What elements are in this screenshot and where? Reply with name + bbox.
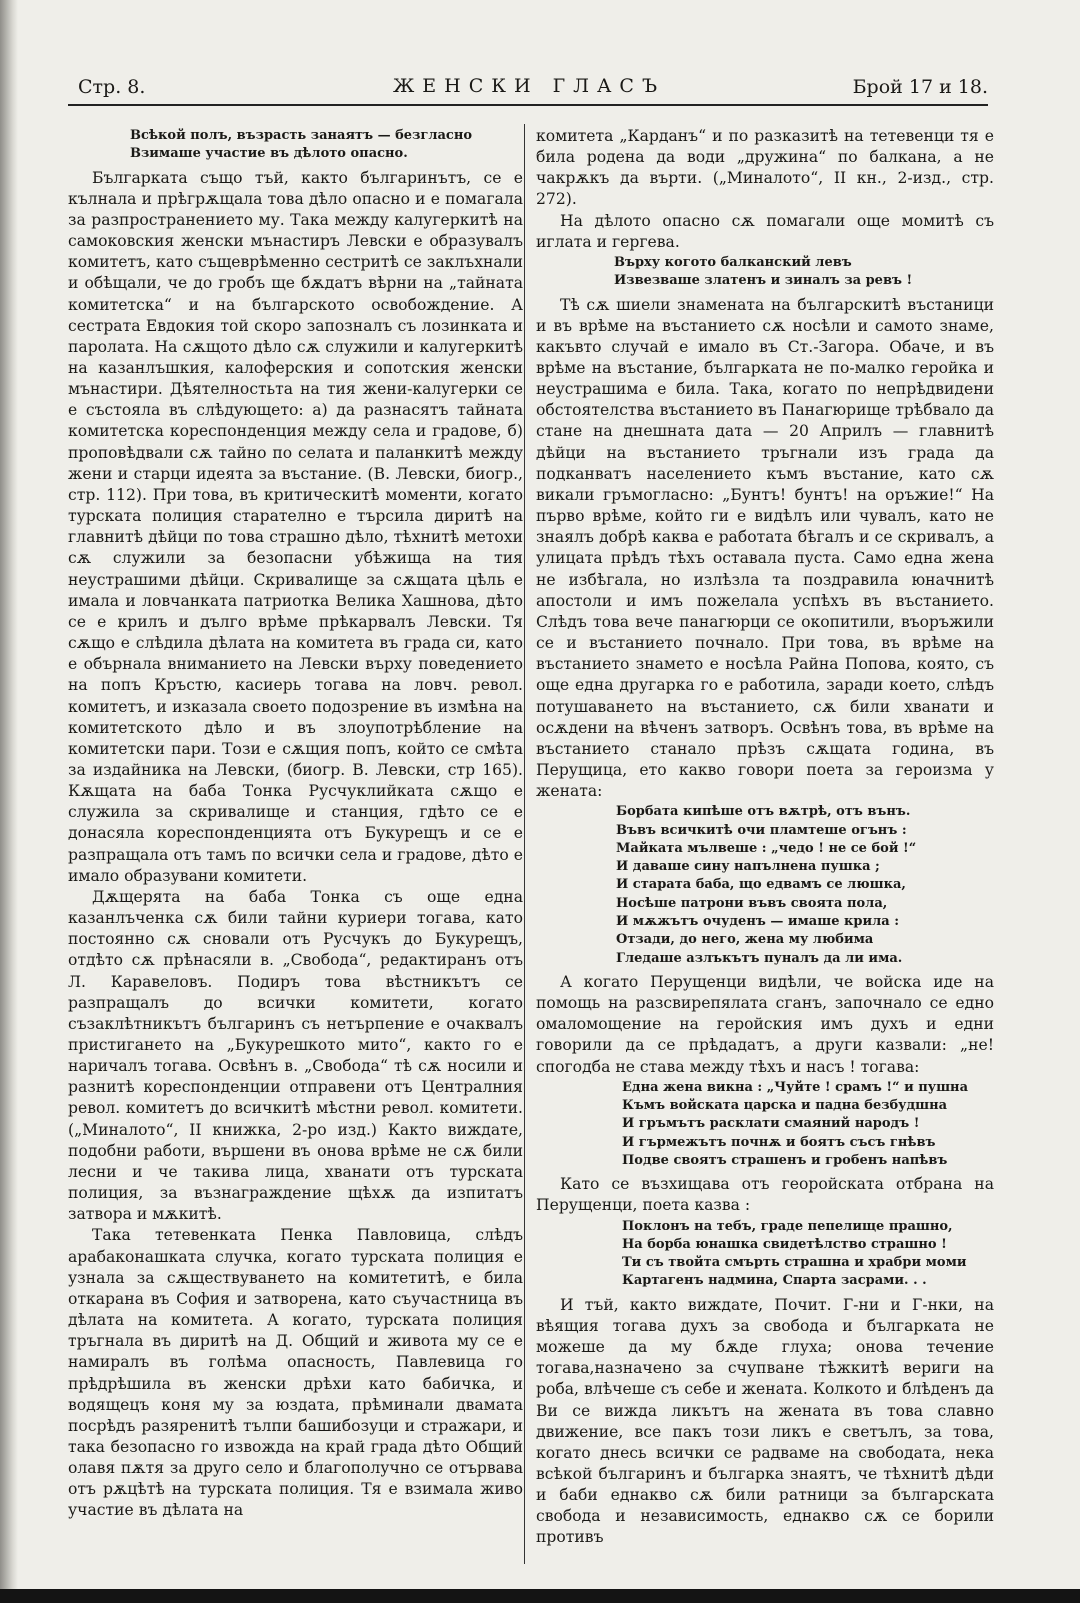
verse-line: Въвъ всичкитѣ очи пламтеше огънъ : (616, 822, 907, 838)
verse-line: Една жена викна : „Чуйте ! срамъ !“ и пушна (622, 1079, 968, 1095)
verse-line: Ти съ твойта смърть страшна и храбри моми (622, 1255, 967, 1271)
verse-line: Борбата кипѣше отъ вѫтрѣ, отъ вънъ. (616, 804, 911, 820)
verse-line: Всѣкой полъ, възрасть занаятъ — безгласно (130, 128, 473, 143)
verse-line: И гърмежътъ почнѫ и боятъ съсъ гнѣвъ (622, 1134, 936, 1150)
verse-line: Картагенъ надмина, Спарта засрами. . . (622, 1273, 927, 1289)
verse-quote-4 (536, 1079, 994, 1170)
verse-line: Взимаше участие въ дѣлото опасно. (130, 146, 408, 162)
page-header (70, 70, 988, 104)
page-edge-shadow (0, 0, 18, 1603)
verse-line: И даваше сину напълнена пушка ; (616, 859, 880, 875)
verse-line: На борба юнашка свидетѣлство страшно ! (622, 1236, 947, 1252)
verse-line: Поклонъ на тебъ, граде пепелище прашно, (622, 1218, 953, 1234)
header-rule (68, 104, 988, 106)
verse-quote-2 (536, 254, 994, 291)
left-column (68, 126, 523, 1522)
verse-line: Върху когото балканский левъ (614, 254, 852, 270)
paragraph: А когато Перущенци видѣли, че войска иде на помощь на разсвирепялата сганъ, започнало се едно омаломощение на геройския имъ духъ и едни говорили да се прѣдадатъ, а други казвали: „не! спогодба не става между тѣхъ и насъ ! тогава: (536, 972, 994, 1076)
verse-quote-5 (536, 1218, 994, 1291)
issue-number: Брой 17 и 18. (852, 76, 988, 98)
column-divider (524, 124, 525, 1564)
verse-line: Носѣше патрони въвъ своята пола, (616, 895, 888, 911)
paragraph: Българката също тъй, както българинътъ, се е кълнала и прѣгрѫщала това дѣло опасно и е помагала за разпространението му. Така между калугеркитѣ на самоковския женски мънастиръ Левски е образувалъ комитетъ, като същеврѣменно сестритѣ се заклъхнали и обѣщали, че до гробъ ще бѫдатъ вѣрни на „тайната комитетска“ и на българското освобождение. А сестрата Евдокия той скоро запозналъ съ лозинката и паролата. На сѫщото дѣло сѫ служили и калугеркитѣ на казанлъшкия, калоферския и сопотския женски мънастири. Дѣятелностьта на тия жени-калугерки се е състояла въ слѣдующето: а) да разнасятъ тайната комитетска кореспонденция между села и градове, б) проповѣдвали сѫ тайно по селата и паланкитѣ между жени и старци идеята за въстание. (В. Левски, биогр., стр. 112). При това, въ критическитѣ моменти, когато турската полиция старателно е търсила диритѣ на главнитѣ дѣйци по това страшно дѣло, тѣхнитѣ метохи сѫ служили за безопасни убѣжища на тия неустрашими дѣйци. Скривалище за сѫщата цѣль е имала и ловчанката патриотка Велика Хашнова, дѣто се е крилъ и дълго врѣме прѣкарвалъ Левски. Тя сѫщо е слѣдила дѣлата на комитета въ града си, като е обърнала вниманието на Левски върху поведението на попъ Кръстю, касиерь тогава на ловч. револ. комитетъ, и изказала своето подозрение въ измѣна на комитетското дѣло и въ злоупотрѣбление на комитетски пари. Този е сѫщия попъ, който се смѣта за издайника на Левски, (биогр. В. Левски, стр 165). Кѫщата на баба Тонка Русчуклийката сѫщо е служила за скривалище и станция, гдѣто се е донасяла кореспонденцията отъ Букурещъ и се е разпращала отъ тамъ по всички села и градове, дѣто е имало образувани комитети. (68, 168, 523, 885)
verse-line: И старата баба, що едвамъ се люшка, (616, 877, 906, 893)
paragraph: Като се възхищава отъ георойската отбрана на Перущенци, поета казва : (536, 1175, 994, 1215)
paragraph: Тѣ сѫ шиели знамената на българскитѣ въстаници и въ врѣме на въстанието сѫ носѣли и самото знаме, какъвто случай е имало въ Ст.-Загора. Обаче, и въ врѣме на въстание, българката не по-малко геройка и неустрашима е била. Така, когато по непрѣдвидени обстоятелства въстанието въ Панагюрище трѣбвало да стане на днешната дата — 20 Априлъ — главнитѣ дѣйци на въстанието тръгнали изъ града да подканватъ населението къмъ въстание, като сѫ викали гръмогласно: „Бунтъ! бунтъ! на оръжие!“ На първо врѣме, който ги е видѣлъ или чувалъ, като не знаялъ добрѣ каква е работата бѣгалъ и се скривалъ, а улицата прѣдъ тѣхъ оставала пуста. Само една жена не избѣгала, но излѣзла та поздравила юначнитѣ апостоли и имъ пожелала успѣхъ въ въстанието. Слѣдъ това вече панагюрци се окопитили, въоръжили се и въстанието почнало. При това, въ врѣме на въстанието знамето е носѣла Райна Попова, която, съ още една другарка го е работила, заради което, слѣдъ потушаването на въстанието, сѫ били хванати и осѫдени на вѣченъ затворъ. Освѣнъ това, въ врѣме на въстанието станало прѣзъ сѫщата година, въ Перущица, ето какво говори поета за героизма у жената: (536, 295, 994, 801)
verse-quote-1 (68, 127, 523, 164)
paragraph: На дѣлото опасно сѫ помагали още момитѣ съ иглата и гергева. (536, 211, 994, 251)
verse-line: Подве своятъ страшенъ и гробенъ напѣвъ (622, 1152, 948, 1168)
page-bottom-edge (0, 1589, 1080, 1603)
verse-quote-3 (536, 803, 994, 968)
right-column (536, 126, 994, 1549)
page-number: Стр. 8. (78, 76, 146, 98)
verse-line: Къмъ войската царска и падна безбудшна (622, 1098, 948, 1114)
verse-line: И гръмътъ расклати смаяний народъ ! (622, 1116, 920, 1132)
paragraph: Така тетевенката Пенка Павловица, слѣдъ арабаконашката случка, когато турската полиция е узнала за сѫществуването на комитетитѣ, е била откарана въ София и затворена, като съучастница въ дѣлата на комитета. А когато, турската полиция тръгнала въ диритѣ на Д. Общий и живота му се е намиралъ въ голѣма опасность, Павлевица го прѣдрѣшила въ женски дрѣхи като бабичка, и водящецъ коня му за юздата, прѣминали двамата посрѣдъ разяренитѣ тълпи башибозуци и стражари, и така безопасно го извожда на край града дѣто Общий олавя пѫтя за друго село и благополучно се отървава отъ рѫцѣтѣ на турската полиция. Тя е взимала живо участие въ дѣлата на (68, 1226, 523, 1520)
paragraph: комитета „Карданъ“ и по разказитѣ на тетевенци тя е била родена да води „дружина“ по балкана, а не чакрѫкъ да върти. („Миналото“, II кн., 2-изд., стр. 272). (536, 127, 994, 209)
verse-line: Майката мълвеше : „чедо ! не се бой !“ (616, 840, 917, 856)
verse-line: Гледаше азлъкътъ пуналъ да ли има. (616, 950, 903, 966)
paragraph: Дѫщерята на баба Тонка съ още една казанлъченка сѫ били тайни куриери тогава, като постоянно сѫ сновали отъ Русчукъ до Букурещъ, отдѣто сѫ прѣнасяли в. „Свобода“, редактиранъ отъ Л. Каравеловъ. Подиръ това вѣстникътъ се разпращалъ до всички комитети, когато съзаклѣтникътъ българинъ съ нетърпение е очаквалъ пристигането на „Букурешкото мито“, както го е наричалъ тогава. Освѣнъ в. „Свобода“ тѣ сѫ носили и разнитѣ кореспонденции отправени отъ Централния револ. комитетъ до всичкитѣ мѣстни револ. комитети. („Миналото“, II книжка, 2-ро изд.) Както виждате, подобни работи, вършени въ онова врѣме не сѫ били лесни и че такива лица, хванати отъ турската полиция, за възнаграждение щѣхѫ да изпитатъ затвора и мѫкитѣ. (68, 887, 523, 1224)
journal-title: ЖЕНСКИ ГЛАСЪ (392, 75, 666, 97)
verse-line: Извезваше златенъ и зиналъ за ревъ ! (614, 273, 913, 289)
verse-line: И мѫжътъ очуденъ — имаше крила : (616, 914, 900, 930)
verse-line: Отзади, до него, жена му любима (616, 932, 874, 948)
paragraph: И тъй, както виждате, Почит. Г-ни и Г-нки, на вѣящия тогава духъ за свобода и българката не можеше да му бѫде глуха; онова течение тогава,назначено за счупване тѣжкитѣ вериги на роба, влѣчеше съ себе и жената. Колкото и блѣденъ да Ви се вижда ликътъ на жената въ това славно движение, все пакъ този ликъ е светълъ, за това, когато днесь всички се радваме на свободата, нека всѣкой българинъ и българка знаятъ, че тѣхнитѣ дѣди и баби еднакво сѫ били ратници за българската свобода и независимость, еднакво сѫ се борили противъ (536, 1295, 994, 1547)
